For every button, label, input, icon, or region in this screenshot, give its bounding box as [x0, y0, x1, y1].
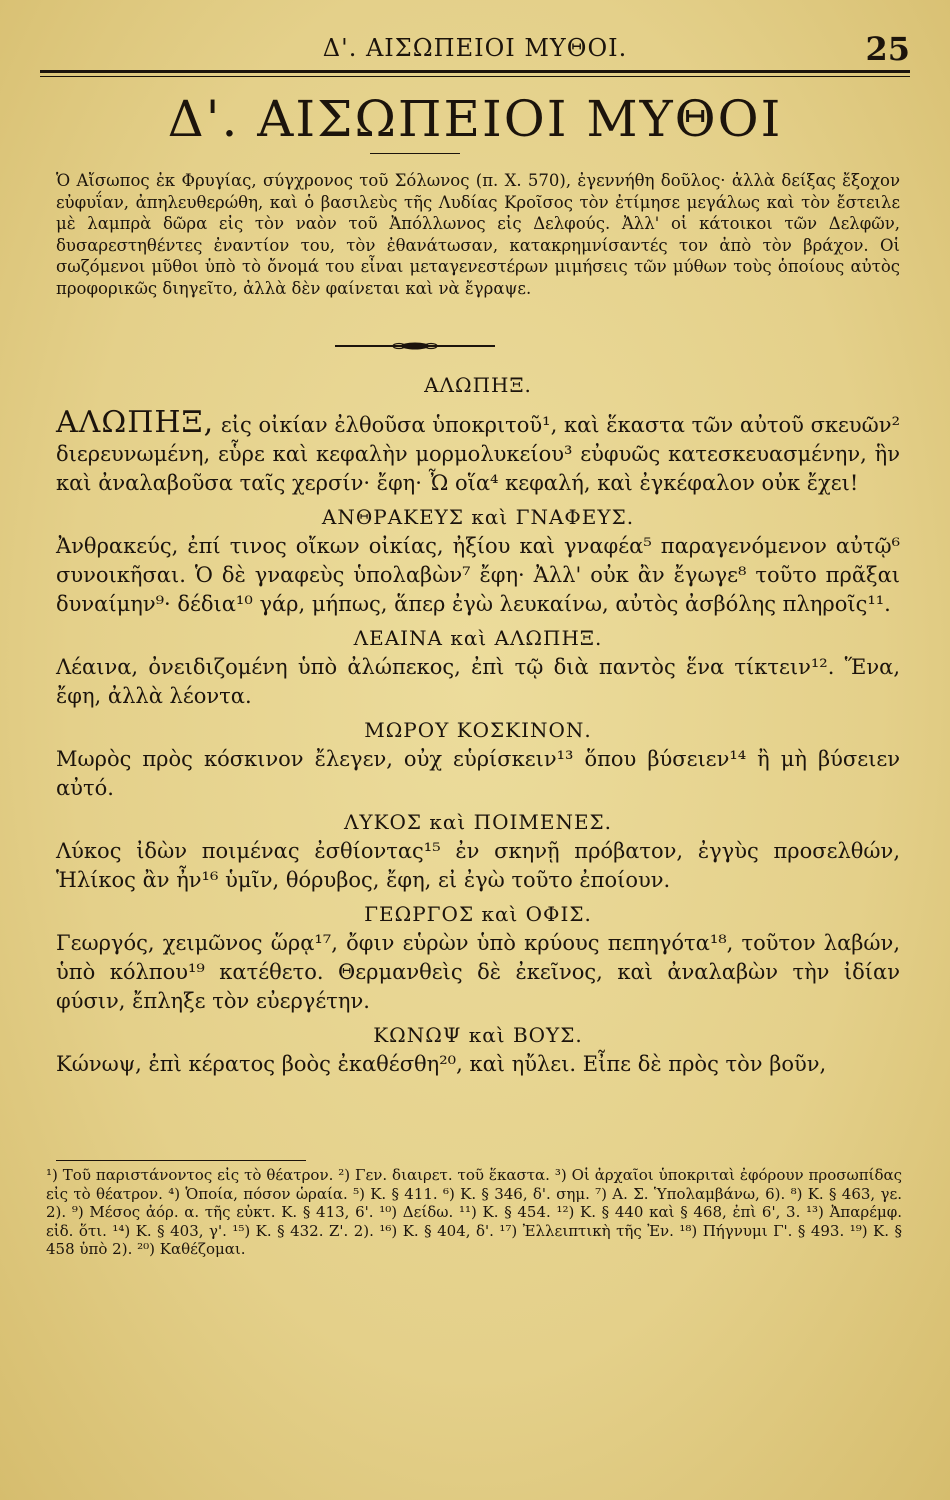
- fables-body: [56, 370, 900, 1083]
- fable-title: ΑΝΘΡΑΚΕΥΣ καὶ ΓΝΑΦΕΥΣ.: [321, 505, 635, 529]
- fable-title: ΛΥΚΟΣ καὶ ΠΟΙΜΕΝΕΣ.: [343, 810, 613, 834]
- fable-title: ΓΕΩΡΓΟΣ καὶ ΟΦΙΣ.: [364, 902, 592, 926]
- fable-text: Κώνωψ, ἐπὶ κέρατος βοὸς ἐκαθέσθη²⁰, καὶ ηὔλει. Εἶπε δὲ πρὸς τὸν βοῦν,: [56, 1052, 827, 1076]
- ornament-divider: [335, 342, 495, 350]
- fable-lead-word: ΑΛΩΠΗΞ,: [56, 405, 215, 440]
- footnote-rule: [56, 1160, 306, 1161]
- running-header: [40, 30, 910, 70]
- fable-text: Λέαινα, ὀνειδιζομένη ὑπὸ ἀλώπεκος, ἐπὶ τῷ διὰ παντὸς ἕνα τίκτειν¹². Ἕνα, ἔφη, ἀλλὰ λέοντα.: [56, 655, 900, 708]
- running-title: Δ'. ΑΙΣΩΠΕΙΟΙ ΜΥΘΟΙ.: [322, 34, 628, 62]
- fable-title: ΚΩΝΩΨ καὶ ΒΟΥΣ.: [373, 1023, 583, 1047]
- intro-paragraph: Ὁ Αἴσωπος ἐκ Φρυγίας, σύγχρονος τοῦ Σόλωνος (π. Χ. 570), ἐγεννήθη δοῦλος· ἀλλὰ δείξας ἔξοχον εὐφυΐαν, ἀπηλευθερώθη, καὶ ὁ βασιλεὺς τῆς Λυδίας Κροῖσος τὸν ἐτίμησε μεγάλως καὶ τὸν ἔστειλε μὲ λαμπρὰ δῶρα εἰς τὸν ναὸν τοῦ Ἀπόλλωνος εἰς Δελφούς. Ἀλλ' οἱ κάτοικοι τῶν Δελφῶν, δυσαρεστηθέντες ἐναντίον του, τὸν ἐθανάτωσαν, κατακρημνίσαντές τον ἀπὸ τὸν βράχον. Οἱ σωζόμενοι μῦθοι ὑπὸ τὸ ὄνομά του εἶναι μεταγενεστέρων μιμήσεις τῶν μύθων τοὺς ὁποίους αὐτὸς προφορικῶς διηγεῖτο, ἀλλὰ δὲν φαίνεται καὶ νὰ ἔγραψε.: [56, 171, 900, 298]
- fable-text: Μωρὸς πρὸς κόσκινον ἔλεγεν, οὐχ εὑρίσκειν¹³ ὅπου βύσειεν¹⁴ ἢ μὴ βύσειεν αὐτό.: [56, 747, 900, 800]
- footnotes: ¹) Τοῦ παριστάνοντος εἰς τὸ θέατρον. ²) Γεν. διαιρετ. τοῦ ἕκαστα. ³) Οἱ ἀρχαῖοι ὑποκριταὶ ἐφόρουν προσωπίδας εἰς τὸ θέατρον. ⁴) Ὁποία, πόσον ὡραία. ⁵) Κ. § 411. ⁶) Κ. § 346, δ'. σημ. ⁷) Α. Σ. Ὑπολαμβάνω, 6). ⁸) Κ. § 463, γε. 2). ⁹) Μέσος ἀόρ. α. τῆς εὐκτ. Κ. § 413, 6'. ¹⁰) Δείδω. ¹¹) Κ. § 454. ¹²) Κ. § 440 καὶ § 468, ἐπὶ 6', 3. ¹³) Ἀπαρέμφ. εἰδ. ὅτι. ¹⁴) Κ. § 403, γ'. ¹⁵) Κ. § 432. Ζ'. 2). ¹⁶) Κ. § 404, δ'. ¹⁷) Ἐλλειπτικὴ τῆς Ἐν. ¹⁸) Πήγνυμι Γ'. § 493. ¹⁹) Κ. § 458 ὑπὸ 2). ²⁰) Καθέζομαι.: [46, 1166, 902, 1258]
- page-number: 25: [865, 30, 910, 68]
- fable-text: [56, 405, 900, 498]
- chapter-title: Δ'. ΑΙΣΩΠΕΙΟΙ ΜΥΘΟΙ: [167, 90, 783, 148]
- fable-title: ΜΩΡΟΥ ΚΟΣΚΙΝΟΝ.: [364, 718, 592, 742]
- header-rule-thick: [40, 70, 910, 73]
- fable-text: Λύκος ἰδὼν ποιμένας ἐσθίοντας¹⁵ ἐν σκηνῇ πρόβατον, ἐγγὺς προσελθών, Ἡλίκος ἂν ἦν¹⁶ ὑμῖν, θόρυβος, ἔφη, εἰ ἐγὼ τοῦτο ἐποίουν.: [56, 839, 900, 892]
- fable-title: ΛΕΑΙΝΑ καὶ ΑΛΩΠΗΞ.: [353, 626, 603, 650]
- fable-text: Ἀνθρακεύς, ἐπί τινος οἴκων οἰκίας, ἠξίου καὶ γναφέα⁵ παραγενόμενον αὐτῷ⁶ συνοικῆσαι. Ὁ δὲ γναφεὺς ὑπολαβὼν⁷ ἔφη· Ἀλλ' οὐκ ἂν ἔγωγε⁸ τοῦτο πρᾶξαι δυναίμην⁹· δέδια¹⁰ γάρ, μήπως, ἅπερ ἐγὼ λευκαίνω, αὐτὸς ἀσβόλης πληροῖς¹¹.: [56, 534, 900, 616]
- title-underline: [370, 153, 460, 154]
- fable-title: ΑΛΩΠΗΞ.: [424, 373, 532, 397]
- fable-text-body: εἰς οἰκίαν ἐλθοῦσα ὑποκριτοῦ¹, καὶ ἕκαστα τῶν αὐτοῦ σκευῶν² διερευνωμένη, εὗρε καὶ κεφαλὴν μορμολυκείου³ εὐφυῶς κατεσκευασμένην, ἣν καὶ ἀναλαβοῦσα ταῖς χερσίν· ἔφη· Ὦ οἵα⁴ κεφαλή, καὶ ἐγκέφαλον οὐκ ἔχει!: [56, 413, 900, 495]
- fable-text: Γεωργός, χειμῶνος ὥρᾳ¹⁷, ὄφιν εὑρὼν ὑπὸ κρύους πεπηγότα¹⁸, τοῦτον λαβών, ὑπὸ κόλπου¹⁹ κατέθετο. Θερμανθεὶς δὲ ἐκεῖνος, καὶ ἀναλαβὼν τὴν ἰδίαν φύσιν, ἔπληξε τὸν εὐεργέτην.: [56, 931, 900, 1013]
- header-rule-thin: [40, 76, 910, 77]
